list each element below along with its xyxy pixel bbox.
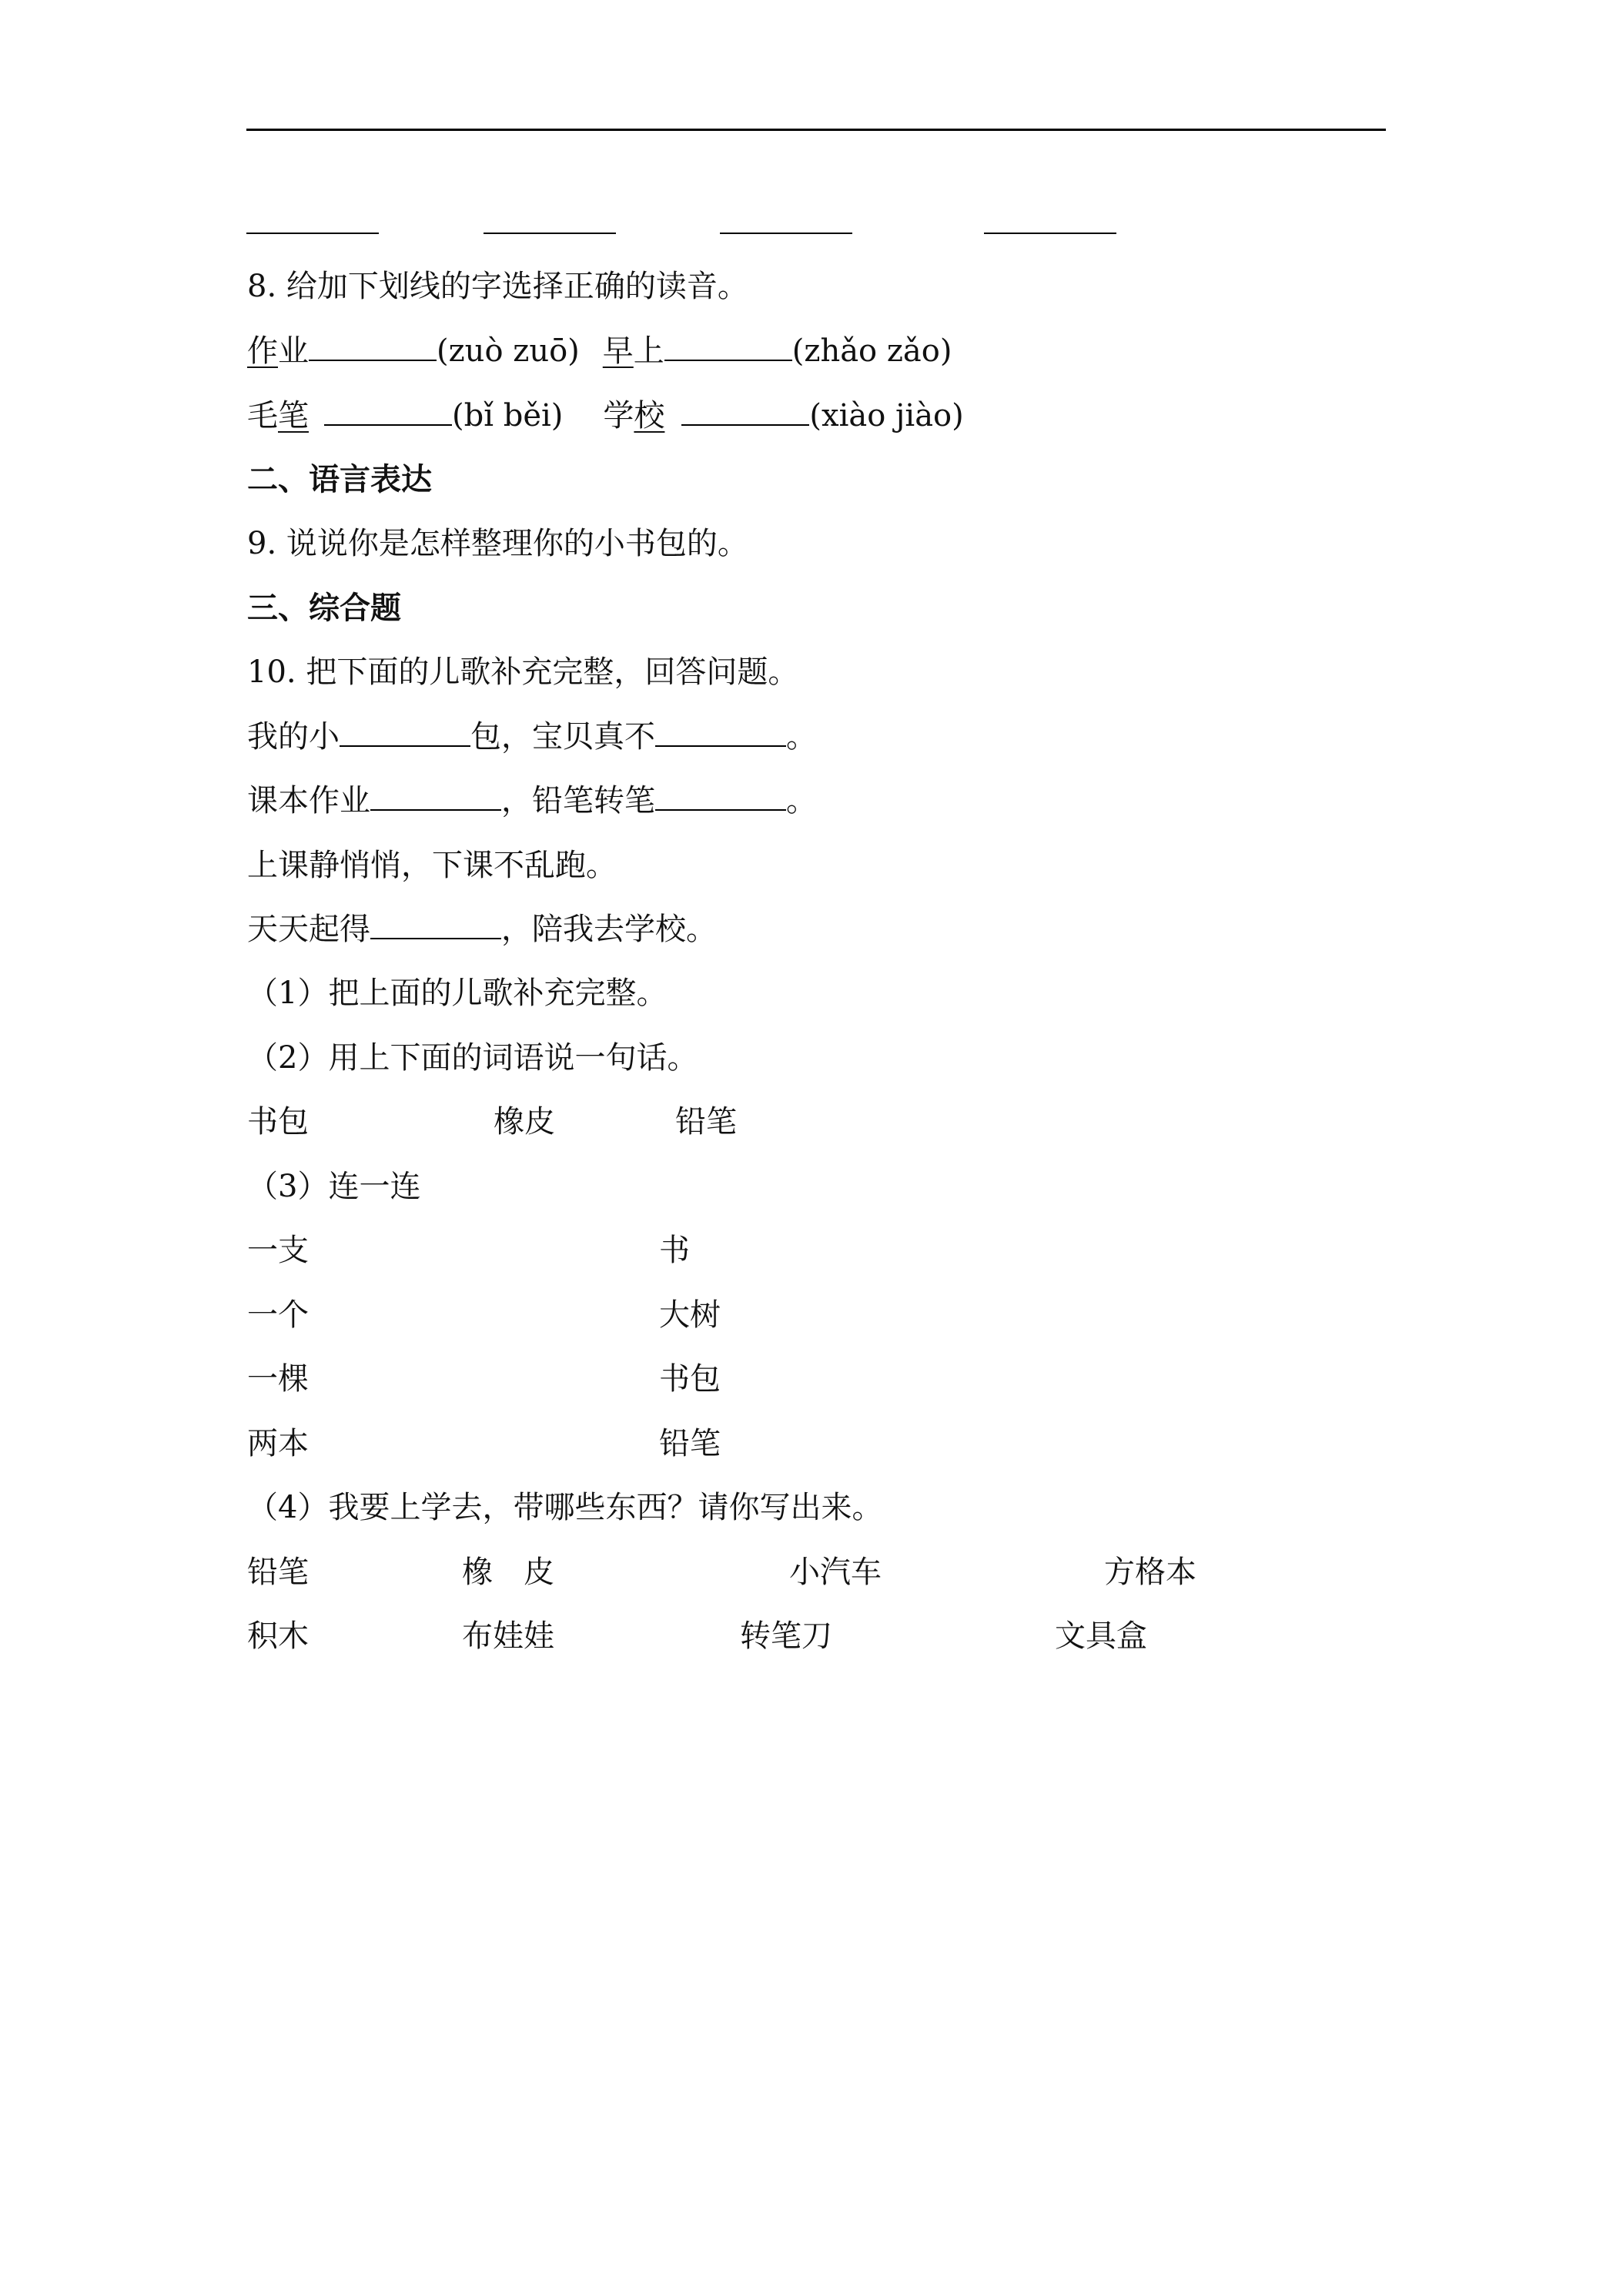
poem-line-2 <box>247 785 817 816</box>
match-left-item[interactable]: 一棵 <box>247 1361 309 1397</box>
answer-blank[interactable] <box>984 209 1116 234</box>
poem-line-3: 上课静悄悄，下课不乱跑。 <box>247 848 617 883</box>
poem-text: ，铅笔转笔 <box>501 783 655 818</box>
match-left-item[interactable]: 一个 <box>247 1297 309 1333</box>
match-right-item[interactable]: 书包 <box>659 1361 721 1397</box>
item-option: 铅笔 <box>247 1555 309 1590</box>
underlined-char: 校 <box>634 398 665 433</box>
pinyin-options: (zhǎo zǎo) <box>791 333 952 369</box>
item-option: 布娃娃 <box>462 1618 554 1654</box>
match-right-item[interactable]: 铅笔 <box>659 1426 721 1461</box>
item-option: 转笔刀 <box>740 1618 832 1654</box>
answer-blank[interactable] <box>681 401 809 426</box>
answer-blank[interactable] <box>340 722 470 747</box>
underlined-char: 笔 <box>278 398 309 433</box>
section-2-heading: 二、语言表达 <box>247 461 432 497</box>
sub-question-4: （4）我要上学去，带哪些东西？请你写出来。 <box>247 1490 883 1525</box>
answer-blank[interactable] <box>720 209 852 234</box>
answer-blank[interactable] <box>370 786 501 811</box>
underlined-char: 早 <box>602 333 634 369</box>
pinyin-options: (xiào jiào) <box>809 398 964 433</box>
question-9: 9. 说说你是怎样整理你的小书包的。 <box>247 526 748 561</box>
answer-blank[interactable] <box>324 401 452 426</box>
answer-blank[interactable] <box>484 209 616 234</box>
poem-text: 包，宝贝真不 <box>470 719 655 755</box>
word-prefix: 毛 <box>247 398 278 433</box>
sub-question-3: （3）连一连 <box>247 1169 421 1204</box>
pinyin-options: (zuò zuō) <box>437 333 580 369</box>
answer-blank[interactable] <box>370 915 501 939</box>
match-left-item[interactable]: 一支 <box>247 1233 309 1268</box>
answer-blank[interactable] <box>655 722 786 747</box>
word-rest: 上 <box>633 333 664 369</box>
section-3-heading: 三、综合题 <box>247 590 401 626</box>
poem-line-4 <box>247 914 717 945</box>
match-left-item[interactable]: 两本 <box>247 1426 309 1461</box>
underlined-char: 作 <box>247 333 278 369</box>
sub-question-1: （1）把上面的儿歌补充完整。 <box>247 976 668 1011</box>
word-rest: 业 <box>278 333 309 369</box>
item-option: 积木 <box>247 1618 309 1654</box>
poem-text: 。 <box>786 719 817 755</box>
item-option: 橡 皮 <box>462 1555 554 1590</box>
poem-line-1 <box>247 719 817 755</box>
question-8-row-2 <box>247 400 964 431</box>
item-option: 方格本 <box>1104 1555 1196 1590</box>
question-8-title: 8. 给加下划线的字选择正确的读音。 <box>247 269 748 304</box>
answer-blank[interactable] <box>246 209 379 234</box>
poem-text: 课本作业 <box>247 783 370 818</box>
match-right-item[interactable]: 书 <box>659 1233 690 1268</box>
poem-text: 天天起得 <box>247 912 370 947</box>
poem-text: 我的小 <box>247 719 340 755</box>
answer-blank[interactable] <box>655 786 786 811</box>
vocab-word: 铅笔 <box>675 1104 737 1140</box>
answer-blank[interactable] <box>664 336 792 361</box>
word-prefix: 学 <box>603 398 634 433</box>
poem-text: 。 <box>786 783 817 818</box>
vocab-word: 书包 <box>247 1104 309 1140</box>
question-10-title: 10. 把下面的儿歌补充完整，回答问题。 <box>247 654 799 690</box>
question-8-row-1 <box>247 333 952 369</box>
vocab-word: 橡皮 <box>494 1104 555 1140</box>
item-option: 小汽车 <box>789 1555 882 1590</box>
pinyin-options: (bǐ běi) <box>452 398 564 433</box>
top-rule <box>246 129 1386 131</box>
match-right-item[interactable]: 大树 <box>659 1297 721 1333</box>
poem-text: ，陪我去学校。 <box>501 912 717 947</box>
sub-question-2: （2）用上下面的词语说一句话。 <box>247 1040 698 1076</box>
answer-blank[interactable] <box>309 336 437 361</box>
item-option: 文具盒 <box>1055 1618 1147 1654</box>
